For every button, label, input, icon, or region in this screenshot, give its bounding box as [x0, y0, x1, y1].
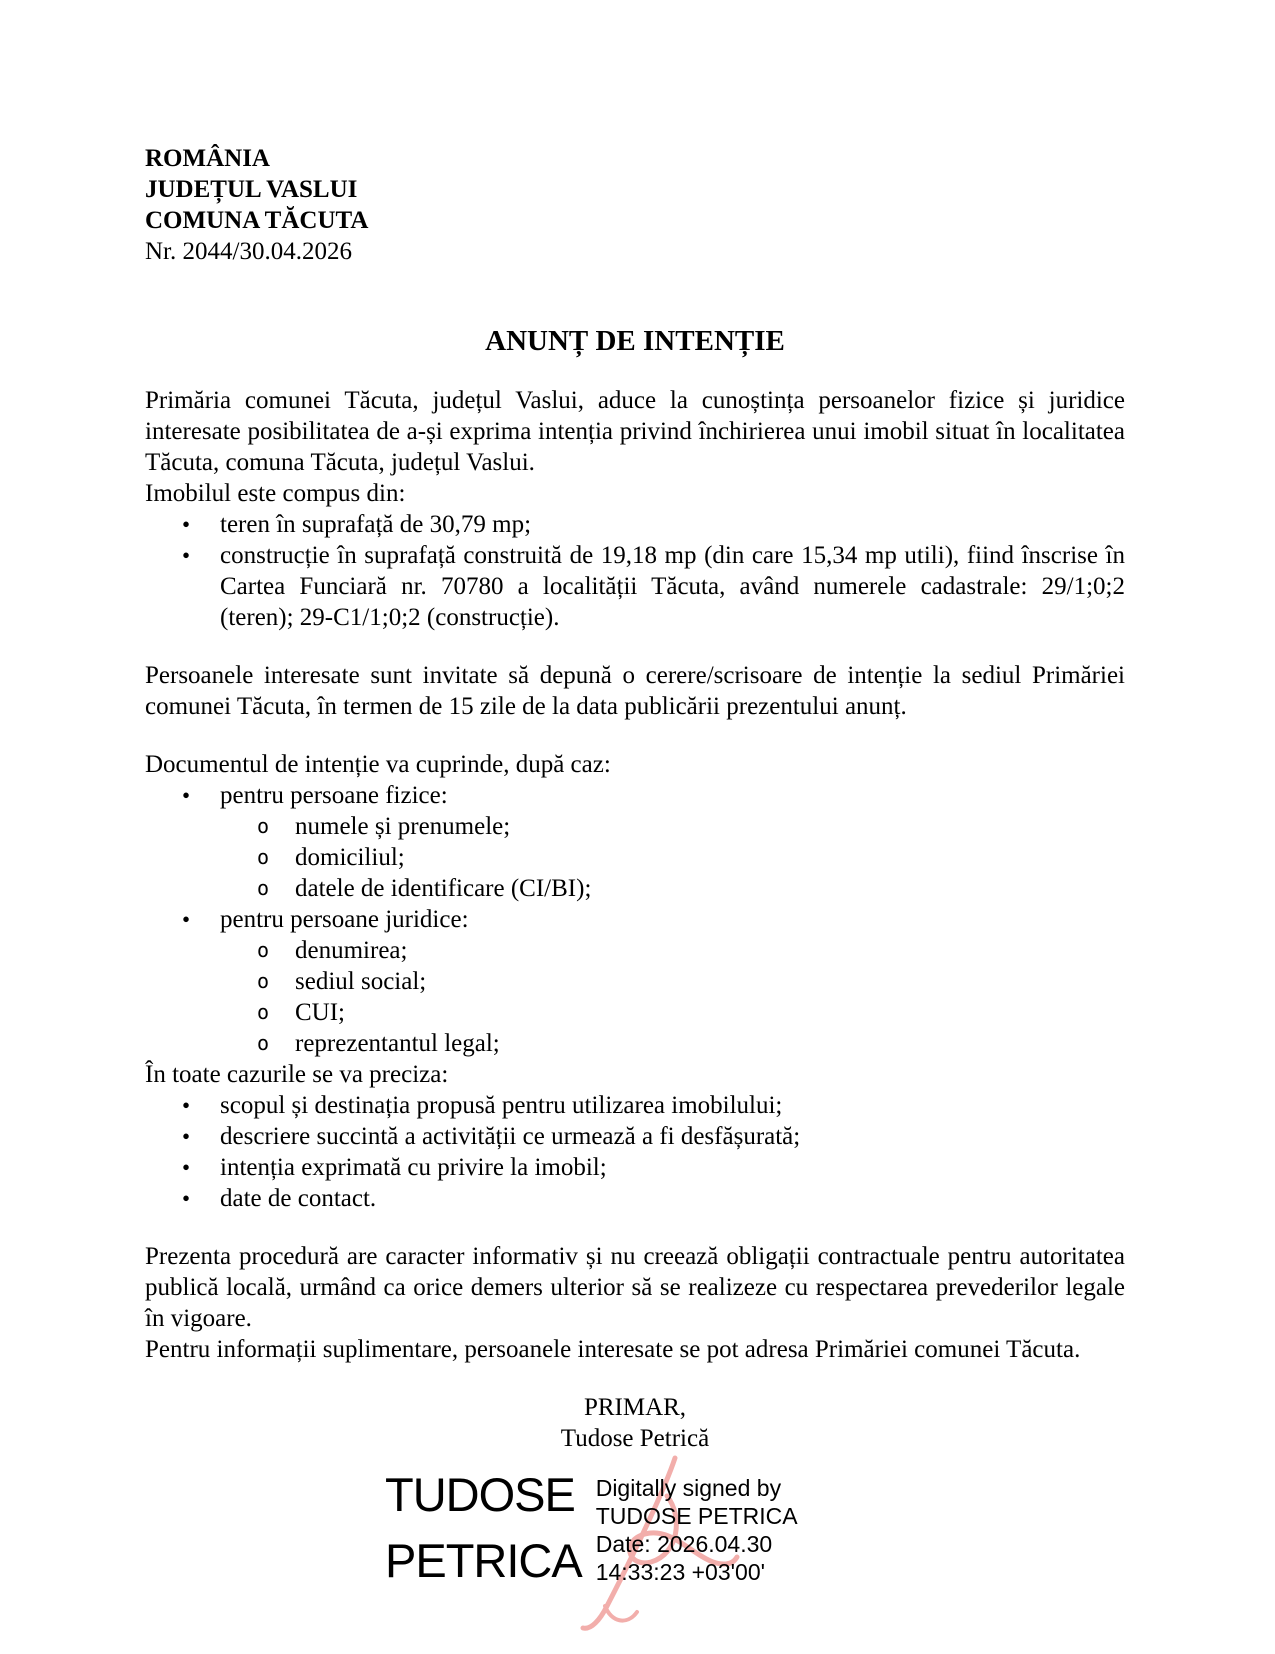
list-item	[145, 1090, 1125, 1121]
bullet-disc: •	[182, 783, 191, 808]
stamp-details-line1: Digitally signed by	[595, 1475, 782, 1501]
bullet-disc: •	[182, 1186, 191, 1211]
list-item-text: teren în suprafață de 30,79 mp;	[220, 511, 532, 538]
digital-signature-stamp	[385, 1462, 885, 1594]
stamp-name-line1: TUDOSE	[385, 1468, 575, 1521]
stamp-name-line2: PETRICA	[385, 1534, 582, 1587]
list-item-text: scopul și destinația propusă pentru utilizarea imobilului;	[220, 1092, 783, 1119]
list-item-text: date de contact.	[220, 1185, 377, 1212]
bullet-disc: •	[182, 1155, 191, 1180]
list-item-text: sediul social;	[295, 968, 427, 995]
signer-name: Tudose Petrică	[560, 1425, 710, 1452]
list-item	[145, 1121, 1125, 1152]
list-item-text: descriere succintă a activității ce urmează a fi desfășurată;	[220, 1123, 801, 1150]
list-item-text: domiciliul;	[295, 844, 405, 871]
list-item-text: numele și prenumele;	[295, 813, 511, 840]
list-item	[145, 780, 1125, 811]
composition-lead: Imobilul este compus din:	[145, 480, 406, 507]
bullet-circle: o	[257, 876, 270, 900]
document-title: ANUNȚ DE INTENȚIE	[485, 325, 785, 357]
flourish-stroke	[605, 1606, 637, 1621]
list-item-text: CUI;	[295, 999, 345, 1026]
list-item-text: pentru persoane fizice:	[220, 782, 448, 809]
list-item-text: reprezentantul legal;	[295, 1030, 500, 1057]
list-item	[145, 997, 1125, 1028]
signature-block	[145, 1392, 1125, 1594]
signer-role: PRIMAR,	[583, 1394, 687, 1421]
stamp-details-line3: Date: 2026.04.30	[595, 1531, 773, 1557]
bullet-disc: •	[182, 1124, 191, 1149]
list-item-text: construcție în suprafață construită de 19,18 mp (din care 15,34 mp utili), fiind înscrise în Cartea Funciară nr. 70780 a localității Tăcuta, având numerele cadastrale: 29/1;0;2 (teren); 29-C1/1;0;2 (construcție).	[220, 542, 1125, 631]
bullet-disc: •	[182, 1093, 191, 1118]
bullet-circle: o	[257, 814, 270, 838]
bullet-disc: •	[182, 543, 191, 568]
list-item-text: intenția exprimată cu privire la imobil;	[220, 1154, 607, 1181]
list-item	[145, 842, 1125, 873]
list-item	[145, 509, 1125, 540]
stamp-name	[385, 1462, 582, 1594]
registration-number: Nr. 2044/30.04.2026	[145, 238, 352, 265]
list-item-text: datele de identificare (CI/BI);	[295, 875, 592, 902]
invitation-paragraph: Persoanele interesate sunt invitate să depună o cerere/scrisoare de intenție la sediul Primăriei comunei Tăcuta, în termen de 15 zile de la data publicării prezentului anunț.	[145, 662, 1125, 720]
list-item	[145, 540, 1125, 633]
more-info-paragraph: Pentru informații suplimentare, persoanele interesate se pot adresa Primăriei comunei Tăcuta.	[145, 1336, 1081, 1363]
letterhead-country: ROMÂNIA	[145, 145, 270, 172]
list-item	[145, 1028, 1125, 1059]
list-item	[145, 935, 1125, 966]
bullet-circle: o	[257, 938, 270, 962]
bullet-circle: o	[257, 845, 270, 869]
bullet-disc: •	[182, 907, 191, 932]
letterhead-county: JUDEȚUL VASLUI	[145, 176, 358, 203]
list-item	[145, 1183, 1125, 1214]
bullet-circle: o	[257, 1031, 270, 1055]
letterhead-commune: COMUNA TĂCUTA	[145, 207, 369, 234]
list-item-text: pentru persoane juridice:	[220, 906, 469, 933]
disclaimer-paragraph: Prezenta procedură are caracter informativ și nu creează obligații contractuale pentru autoritatea publică locală, urmând ca orice demers ulterior să se realizeze cu respectarea prevederilor legale în vigoare.	[145, 1243, 1125, 1332]
stamp-details-line4: 14:33:23 +03'00'	[595, 1559, 766, 1585]
list-item	[145, 966, 1125, 997]
stamp-details-line2: TUDOSE PETRICA	[595, 1503, 798, 1529]
list-item-text: denumirea;	[295, 937, 408, 964]
bullet-circle: o	[257, 1000, 270, 1024]
contents-lead: Documentul de intenție va cuprinde, după caz:	[145, 751, 611, 778]
bullet-circle: o	[257, 969, 270, 993]
intro-paragraph: Primăria comunei Tăcuta, județul Vaslui, aduce la cunoștința persoanelor fizice și juridice interesate posibilitatea de a-și exprima intenția privind închirierea unui imobil situat în localitatea Tăcuta, comuna Tăcuta, județul Vaslui.	[145, 387, 1125, 476]
list-item	[145, 1152, 1125, 1183]
letterhead	[145, 143, 1125, 267]
list-item	[145, 904, 1125, 935]
list-item	[145, 811, 1125, 842]
list-item	[145, 873, 1125, 904]
bullet-disc: •	[182, 512, 191, 537]
stamp-details	[596, 1462, 798, 1594]
allcases-lead: În toate cazurile se va preciza:	[145, 1061, 449, 1088]
